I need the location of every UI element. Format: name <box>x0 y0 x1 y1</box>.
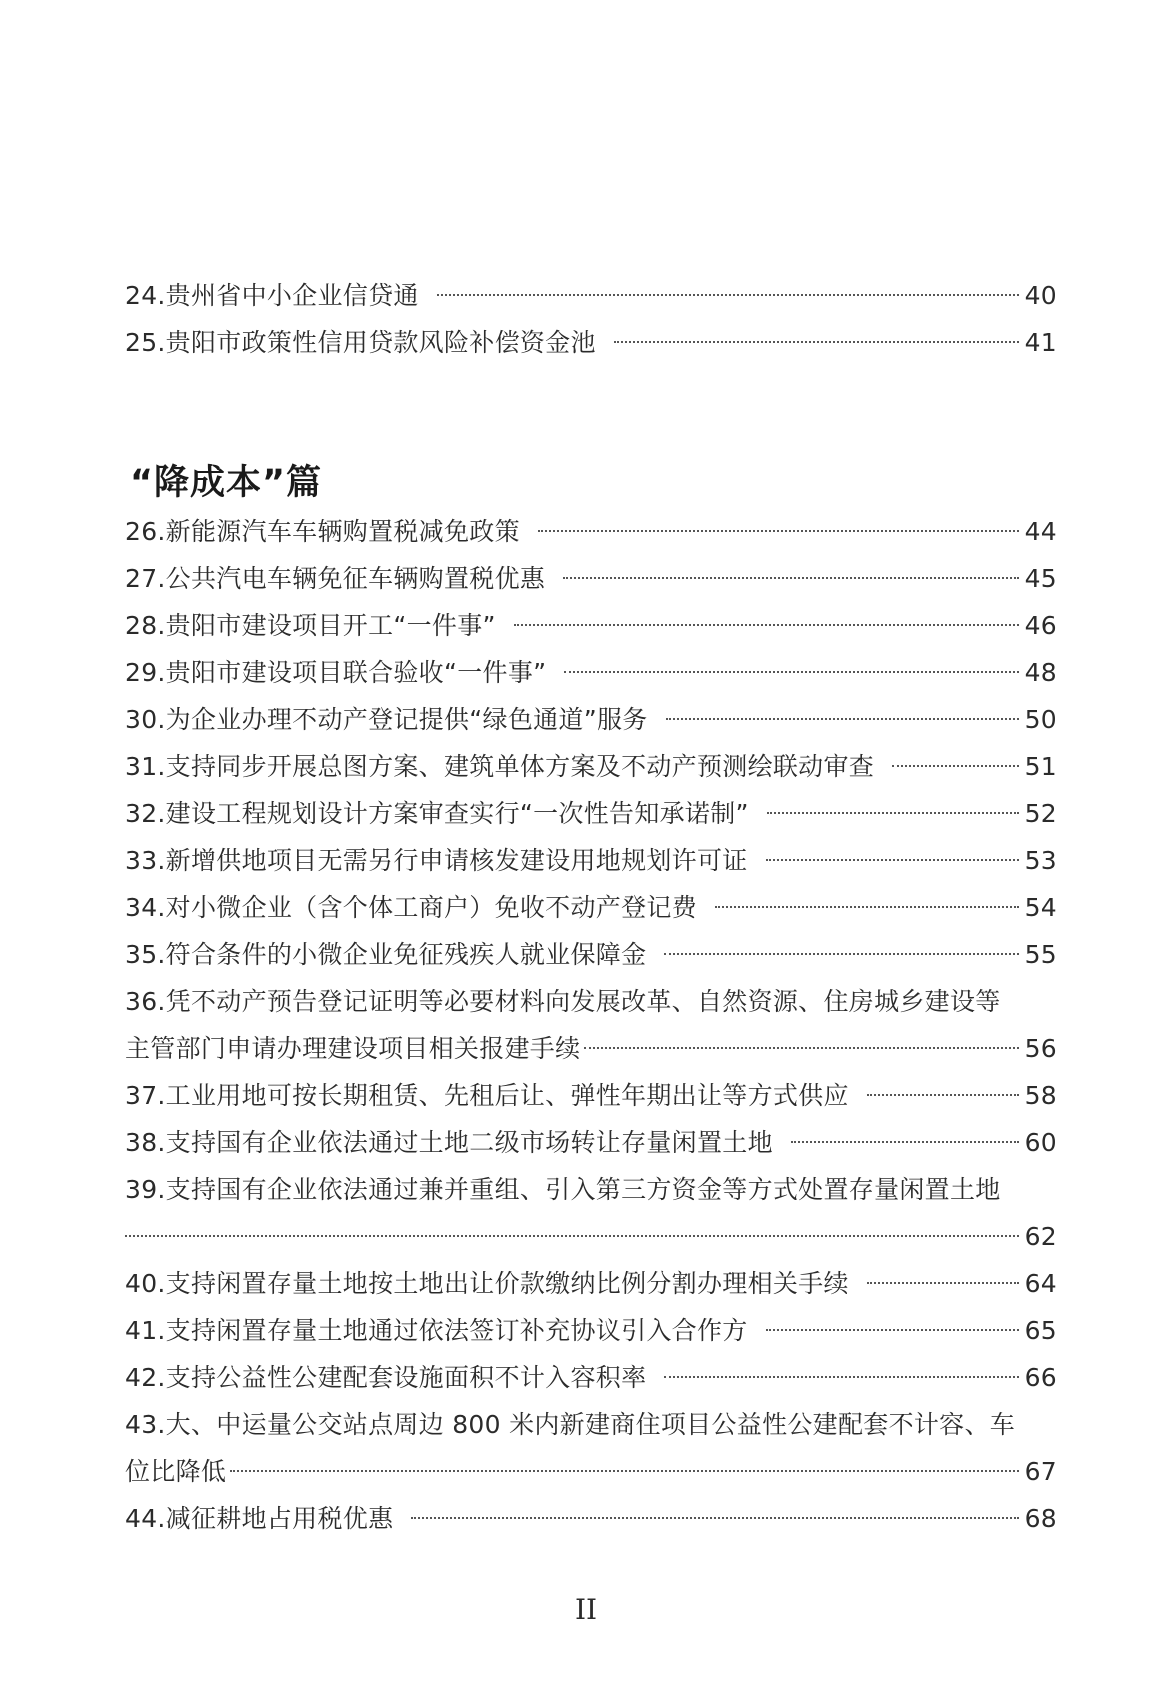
entry-page: 62 <box>1024 1222 1057 1251</box>
toc-entry[interactable] <box>125 508 1057 555</box>
page-number-footer: II <box>574 1593 598 1626</box>
toc-entry[interactable] <box>125 837 1057 884</box>
entry-number: 29. <box>125 658 166 687</box>
entry-number: 42. <box>125 1363 166 1392</box>
entry-number: 33. <box>125 846 166 875</box>
dot-leader <box>867 1282 1019 1284</box>
entry-page: 68 <box>1024 1504 1057 1533</box>
dot-leader <box>538 530 1019 532</box>
entry-page: 46 <box>1024 611 1057 640</box>
dot-leader <box>666 718 1019 720</box>
entry-title: 减征耕地占用税优惠 <box>165 1504 394 1533</box>
dot-leader <box>664 953 1018 955</box>
entry-number: 35. <box>125 940 166 969</box>
entry-number: 34. <box>125 893 166 922</box>
dot-leader <box>791 1141 1019 1143</box>
entry-title: 支持公益性公建配套设施面积不计入容积率 <box>165 1363 647 1392</box>
dot-leader <box>892 765 1019 767</box>
entry-title: 贵阳市政策性信用贷款风险补偿资金池 <box>165 328 596 357</box>
toc-group-cost-reduction <box>125 508 1057 1542</box>
dot-leader <box>584 1047 1018 1049</box>
dot-leader <box>437 294 1019 296</box>
entry-page: 53 <box>1024 846 1057 875</box>
toc-entry[interactable] <box>125 696 1057 743</box>
entry-page: 54 <box>1024 893 1057 922</box>
toc-entry[interactable] <box>125 649 1057 696</box>
entry-title: 公共汽电车辆免征车辆购置税优惠 <box>165 564 546 593</box>
entry-number: 43. <box>125 1410 166 1439</box>
entry-page: 66 <box>1024 1363 1057 1392</box>
entry-page: 65 <box>1024 1316 1057 1345</box>
toc-entry-multiline[interactable] <box>125 978 1057 1072</box>
toc-entry[interactable] <box>125 1119 1057 1166</box>
toc-entry[interactable] <box>125 743 1057 790</box>
entry-title: 支持国有企业依法通过土地二级市场转让存量闲置土地 <box>165 1128 773 1157</box>
dot-leader <box>766 859 1019 861</box>
entry-number: 37. <box>125 1081 166 1110</box>
dot-leader <box>766 1329 1019 1331</box>
entry-page: 60 <box>1024 1128 1057 1157</box>
toc-entry[interactable] <box>125 1354 1057 1401</box>
entry-page: 40 <box>1024 281 1057 310</box>
toc-entry[interactable] <box>125 1495 1057 1542</box>
entry-title: 工业用地可按长期租赁、先租后让、弹性年期出让等方式供应 <box>165 1081 849 1110</box>
entry-title: 贵阳市建设项目联合验收“一件事” <box>165 658 547 687</box>
toc-entry[interactable] <box>125 272 1057 319</box>
entry-title: 支持同步开展总图方案、建筑单体方案及不动产预测绘联动审查 <box>165 752 875 781</box>
entry-page: 48 <box>1024 658 1057 687</box>
entry-title: 贵州省中小企业信贷通 <box>165 281 419 310</box>
entry-number: 32. <box>125 799 166 828</box>
entry-page: 67 <box>1024 1457 1057 1486</box>
entry-number: 26. <box>125 517 166 546</box>
entry-page: 45 <box>1024 564 1057 593</box>
entry-page: 50 <box>1024 705 1057 734</box>
dot-leader <box>563 577 1018 579</box>
section-title: “降成本”篇 <box>130 463 323 503</box>
entry-page: 64 <box>1024 1269 1057 1298</box>
dot-leader <box>664 1376 1018 1378</box>
toc-entry[interactable] <box>125 1260 1057 1307</box>
entry-title: 建设工程规划设计方案审查实行“一次性告知承诺制” <box>165 799 749 828</box>
dot-leader <box>867 1094 1019 1096</box>
entry-number: 44. <box>125 1504 166 1533</box>
entry-title: 支持闲置存量土地按土地出让价款缴纳比例分割办理相关手续 <box>165 1269 849 1298</box>
toc-entry[interactable] <box>125 602 1057 649</box>
dot-leader <box>514 624 1019 626</box>
entry-number: 25. <box>125 328 166 357</box>
entry-number: 24. <box>125 281 166 310</box>
entry-title-line1: 支持国有企业依法通过兼并重组、引入第三方资金等方式处置存量闲置土地 <box>165 1175 1001 1204</box>
entry-page: 52 <box>1024 799 1057 828</box>
dot-leader <box>614 341 1019 343</box>
entry-title: 贵阳市建设项目开工“一件事” <box>165 611 496 640</box>
entry-page: 51 <box>1024 752 1057 781</box>
entry-title: 为企业办理不动产登记提供“绿色通道”服务 <box>165 705 648 734</box>
entry-page: 58 <box>1024 1081 1057 1110</box>
entry-number: 38. <box>125 1128 166 1157</box>
dot-leader <box>715 906 1019 908</box>
dot-leader <box>230 1470 1018 1472</box>
entry-number: 40. <box>125 1269 166 1298</box>
entry-number: 28. <box>125 611 166 640</box>
entry-title-line2: 主管部门申请办理建设项目相关报建手续 <box>125 1034 581 1063</box>
entry-title: 支持闲置存量土地通过依法签订补充协议引入合作方 <box>165 1316 748 1345</box>
toc-entry[interactable] <box>125 790 1057 837</box>
entry-page: 41 <box>1024 328 1057 357</box>
toc-entry[interactable] <box>125 1072 1057 1119</box>
dot-leader <box>564 671 1018 673</box>
entry-number: 31. <box>125 752 166 781</box>
entry-number: 39. <box>125 1175 166 1204</box>
entry-title: 新增供地项目无需另行申请核发建设用地规划许可证 <box>165 846 748 875</box>
toc-entry[interactable] <box>125 319 1057 366</box>
toc-entry-multiline[interactable] <box>125 1166 1057 1260</box>
dot-leader <box>125 1235 1019 1237</box>
dot-leader <box>411 1517 1018 1519</box>
entry-title-line2: 位比降低 <box>125 1457 227 1486</box>
entry-page: 56 <box>1024 1034 1057 1063</box>
entry-title: 对小微企业（含个体工商户）免收不动产登记费 <box>165 893 697 922</box>
entry-title-line1: 凭不动产预告登记证明等必要材料向发展改革、自然资源、住房城乡建设等 <box>165 987 1001 1016</box>
entry-number: 36. <box>125 987 166 1016</box>
entry-number: 27. <box>125 564 166 593</box>
entry-page: 44 <box>1024 517 1057 546</box>
entry-title-line1: 大、中运量公交站点周边 800 米内新建商住项目公益性公建配套不计容、车 <box>165 1410 1016 1439</box>
toc-entry[interactable] <box>125 555 1057 602</box>
entry-page: 55 <box>1024 940 1057 969</box>
toc-entry[interactable] <box>125 931 1057 978</box>
toc-entry-multiline[interactable] <box>125 1401 1057 1495</box>
entry-title: 新能源汽车车辆购置税减免政策 <box>165 517 520 546</box>
entry-title: 符合条件的小微企业免征残疾人就业保障金 <box>165 940 647 969</box>
dot-leader <box>767 812 1019 814</box>
toc-group-financing <box>125 272 1057 366</box>
entry-number: 30. <box>125 705 166 734</box>
entry-number: 41. <box>125 1316 166 1345</box>
toc-entry[interactable] <box>125 1307 1057 1354</box>
toc-entry[interactable] <box>125 884 1057 931</box>
